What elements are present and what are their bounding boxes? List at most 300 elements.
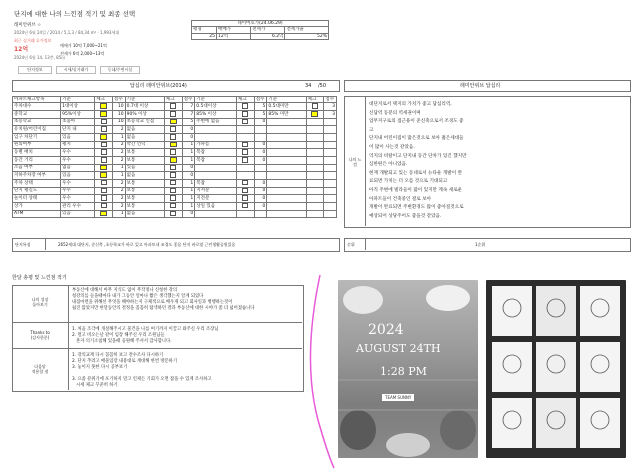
check-cell bbox=[237, 164, 255, 172]
reflection-line: 1. 강의교재 다시 꼼꼼히 보고 전수조사 다시하기 bbox=[72, 353, 164, 358]
cell: 6.2억 bbox=[251, 33, 285, 39]
checklist-cell: 1 bbox=[182, 141, 195, 149]
check-cell bbox=[306, 103, 324, 111]
check-cell bbox=[164, 187, 182, 195]
checklist-header: 점수 bbox=[112, 97, 125, 103]
unchecked-box[interactable] bbox=[242, 188, 248, 194]
pink-curve bbox=[300, 270, 340, 470]
checklist-cell bbox=[267, 134, 306, 142]
checklist-cell bbox=[267, 149, 306, 157]
unchecked-box[interactable] bbox=[101, 119, 107, 125]
checklist-row bbox=[13, 210, 337, 218]
checklist-cell: 보통 bbox=[125, 157, 164, 165]
checklist-cell: 초등학교 bbox=[13, 118, 61, 126]
checklist-cell: 90% 이상 bbox=[125, 111, 164, 119]
checklist-cell bbox=[324, 195, 337, 203]
checklist-cell: 초등학교 인접 bbox=[125, 118, 164, 126]
note-line: 억지의 비탈이고 단지내 동간 단차가 있긴 했지만 bbox=[369, 153, 467, 159]
checked-box[interactable] bbox=[170, 142, 177, 148]
col-header: 평형 bbox=[192, 27, 217, 33]
checklist-cell: ATM bbox=[13, 210, 61, 218]
check-cell bbox=[237, 157, 255, 165]
unchecked-box[interactable] bbox=[242, 142, 248, 148]
checklist-cell: 있음 bbox=[61, 134, 95, 142]
checklist-cell: 주차대수 bbox=[13, 103, 61, 111]
checklist-row bbox=[13, 103, 337, 111]
col-header: 전세가율 bbox=[285, 27, 329, 33]
checklist-cell bbox=[195, 172, 237, 180]
check-cell bbox=[164, 126, 182, 134]
checklist-header: 아파트체크항목 bbox=[13, 97, 61, 103]
checklist-cell: 1 bbox=[182, 202, 195, 210]
character-faces bbox=[486, 280, 626, 458]
checklist-cell: 없음 bbox=[125, 134, 164, 142]
checklist-cell: 2 bbox=[112, 157, 125, 165]
checked-box[interactable] bbox=[100, 172, 107, 178]
checklist-cell: 2 bbox=[112, 187, 125, 195]
checklist-cell bbox=[267, 157, 306, 165]
checklist-cell: 없음 bbox=[125, 210, 164, 218]
checklist-cell: 0 bbox=[254, 202, 267, 210]
check-cell bbox=[164, 164, 182, 172]
check-cell bbox=[95, 103, 113, 111]
unchecked-box[interactable] bbox=[101, 142, 107, 148]
note-line: 예상되어 상당주어도 좋을것 같았음. bbox=[369, 213, 442, 219]
unchecked-box[interactable] bbox=[101, 149, 107, 155]
check-cell bbox=[164, 118, 182, 126]
unchecked-box[interactable] bbox=[242, 111, 248, 117]
checklist-header: 체크 bbox=[95, 97, 113, 103]
reflection-growth-text bbox=[72, 288, 254, 312]
check-cell bbox=[164, 179, 182, 187]
check-cell bbox=[95, 149, 113, 157]
check-cell bbox=[95, 134, 113, 142]
checklist-cell: 있음 bbox=[125, 164, 164, 172]
checklist-cell: 단지 내 bbox=[61, 126, 95, 134]
checklist-header: 기준 bbox=[125, 97, 164, 103]
col-header: 매매가 bbox=[216, 27, 250, 33]
checklist-cell bbox=[254, 210, 267, 218]
checklist-cell bbox=[324, 149, 337, 157]
check-cell bbox=[237, 118, 255, 126]
note-line: 심한편은 아니었음. bbox=[369, 162, 408, 168]
checklist-cell bbox=[195, 134, 237, 142]
checked-box[interactable] bbox=[100, 211, 107, 217]
note-line: 업무지구로의 접근용이 준신축으로서 조경도 좋 bbox=[369, 119, 464, 125]
listing-date: 2024년 6월 14, 13층, 85㎡ bbox=[14, 55, 66, 60]
checklist-cell bbox=[195, 210, 237, 218]
checked-box[interactable] bbox=[100, 103, 107, 109]
checked-box[interactable] bbox=[100, 165, 107, 171]
checklist-header: 점수 bbox=[254, 97, 267, 103]
price-table-caption: 네이버호가(24.06.29) bbox=[192, 21, 329, 27]
checklist-cell: 0 bbox=[182, 210, 195, 218]
checklist-cell: 0.7대 이상 bbox=[125, 103, 164, 111]
checklist-cell: 관리 우수 bbox=[61, 202, 95, 210]
checklist-cell bbox=[267, 164, 306, 172]
group-photo bbox=[338, 280, 478, 458]
unchecked-box[interactable] bbox=[242, 149, 248, 155]
sale-range: 매매가 10억 7,000~21억 bbox=[60, 43, 107, 48]
checklist-row bbox=[13, 164, 337, 172]
checklist-cell: 0 bbox=[254, 187, 267, 195]
unchecked-box[interactable] bbox=[170, 165, 176, 171]
checklist-cell bbox=[267, 172, 306, 180]
unchecked-box[interactable] bbox=[170, 126, 176, 132]
check-cell bbox=[237, 172, 255, 180]
unchecked-box[interactable] bbox=[170, 180, 176, 186]
checklist-cell bbox=[267, 141, 306, 149]
note-line: 현재 개발되고 있는 동네로서 뉴타운 개발이 완 bbox=[369, 170, 463, 176]
check-cell bbox=[164, 149, 182, 157]
unchecked-box[interactable] bbox=[170, 172, 176, 178]
rank-row bbox=[344, 238, 631, 252]
checklist-cell: 2 bbox=[112, 141, 125, 149]
check-cell bbox=[237, 111, 255, 119]
checklist-cell: 0 bbox=[254, 141, 267, 149]
check-cell bbox=[95, 187, 113, 195]
reflection-line: 혼자 의기소침해 있을때 응원해 주셔서 감사합니다. bbox=[72, 339, 172, 344]
unchecked-box[interactable] bbox=[242, 103, 248, 109]
unchecked-box[interactable] bbox=[170, 111, 176, 117]
checklist-cell: 복잡 bbox=[195, 179, 237, 187]
checklist-cell bbox=[267, 210, 306, 218]
check-cell bbox=[95, 118, 113, 126]
tab-neighborhood[interactable]: 동네/주변시설 bbox=[100, 66, 140, 74]
cell: 25 bbox=[192, 33, 217, 39]
checklist-header: 기준 bbox=[195, 97, 237, 103]
unchecked-box[interactable] bbox=[170, 188, 176, 194]
checklist-cell bbox=[324, 210, 337, 218]
checklist-row bbox=[13, 118, 337, 126]
check-cell bbox=[164, 134, 182, 142]
checklist-cell bbox=[324, 202, 337, 210]
checklist-cell: 3 bbox=[324, 111, 337, 119]
checklist-cell: 2 bbox=[112, 149, 125, 157]
checklist-cell bbox=[254, 164, 267, 172]
check-cell bbox=[95, 111, 113, 119]
col-header: 전세가 bbox=[251, 27, 285, 33]
checklist-cell: 보통 bbox=[125, 187, 164, 195]
check-cell bbox=[306, 202, 324, 210]
photo-time: 1:28 PM bbox=[380, 365, 427, 378]
checklist-cell bbox=[267, 118, 306, 126]
checklist-row bbox=[13, 195, 337, 203]
checklist-cell: 우수 bbox=[61, 195, 95, 203]
checklist-cell: 5 bbox=[254, 103, 267, 111]
note-label: 나의 느낌 bbox=[348, 157, 362, 167]
checklist-cell bbox=[324, 118, 337, 126]
checklist-header: 체크 bbox=[306, 97, 324, 103]
check-cell bbox=[164, 141, 182, 149]
unchecked-box[interactable] bbox=[101, 180, 107, 186]
checklist-cell: 0 bbox=[182, 164, 195, 172]
checklist-header: 기준 bbox=[267, 97, 306, 103]
checklist-cell: 0 bbox=[254, 149, 267, 157]
checklist-cell: 지하주차장 여부 bbox=[13, 172, 61, 180]
checklist-cell: 3 bbox=[324, 103, 337, 111]
checklist-cell: 지전분 bbox=[195, 195, 237, 203]
checklist-cell: 1 bbox=[182, 149, 195, 157]
reflection-line: 내집마련을 위해선 무엇을 해야하는지 구체적으로 배우게 되고 회사일과 병행하는것이 bbox=[72, 300, 233, 305]
check-cell bbox=[95, 202, 113, 210]
unchecked-box[interactable] bbox=[242, 119, 248, 125]
checked-box[interactable] bbox=[170, 119, 177, 125]
checklist-cell: 2 bbox=[112, 202, 125, 210]
check-cell bbox=[95, 179, 113, 187]
note-line: 이 많이 사는것 같았음. bbox=[369, 144, 415, 150]
check-cell bbox=[95, 126, 113, 134]
photo-date: AUGUST 24TH bbox=[356, 342, 441, 355]
checklist-cell: 우수 bbox=[61, 179, 95, 187]
complex-name: 래미안위브 ☆ bbox=[14, 23, 42, 28]
checklist-cell: 약간 언덕 bbox=[125, 141, 164, 149]
check-cell bbox=[306, 118, 324, 126]
check-cell bbox=[164, 157, 182, 165]
checklist-cell: 0 bbox=[182, 172, 195, 180]
checklist-cell bbox=[324, 172, 337, 180]
price-value: 12억 bbox=[14, 46, 29, 53]
checklist-cell: 입구 차단기 bbox=[13, 134, 61, 142]
check-cell bbox=[95, 164, 113, 172]
checklist-cell: 85% 이상 bbox=[195, 111, 237, 119]
checklist-row bbox=[13, 149, 337, 157]
checklist-cell: 0.5대미만 bbox=[267, 103, 306, 111]
checklist-cell: 1 bbox=[182, 195, 195, 203]
check-cell bbox=[237, 202, 255, 210]
checklist-cell: 7 bbox=[182, 111, 195, 119]
checklist-cell bbox=[324, 187, 337, 195]
page-title: 단지에 대한 나의 느낀점 적기 및 최종 선택 bbox=[14, 10, 136, 18]
jeonse-range: 전세가 6억 2,000~13억 bbox=[60, 51, 105, 56]
reflection-line: 시세 체크 꾸준히 하기 bbox=[72, 383, 118, 388]
checklist-row bbox=[13, 126, 337, 134]
note-line: 고 bbox=[369, 127, 374, 133]
checklist-row bbox=[13, 141, 337, 149]
unchecked-box[interactable] bbox=[170, 211, 176, 217]
checklist-cell: 0 bbox=[254, 179, 267, 187]
unchecked-box[interactable] bbox=[101, 157, 107, 163]
score-value: 34 bbox=[305, 83, 312, 89]
unchecked-box[interactable] bbox=[101, 203, 107, 209]
checklist-cell: 동별 배치 bbox=[13, 149, 61, 157]
checklist-cell: 2 bbox=[112, 179, 125, 187]
checklist-cell: 상가 bbox=[13, 202, 61, 210]
check-cell bbox=[306, 149, 324, 157]
complex-meta: 2024년 6월 24일 / 2014 / 5,1,3 / 84,34 m² · 1,993세대 bbox=[14, 30, 120, 35]
check-cell bbox=[306, 157, 324, 165]
checklist-cell: 유치원/어린이집 bbox=[13, 126, 61, 134]
score-title: 답십리 래미안위브(2014) bbox=[130, 83, 187, 89]
checked-box[interactable] bbox=[100, 134, 107, 140]
unchecked-box[interactable] bbox=[242, 203, 248, 209]
checklist-cell bbox=[324, 126, 337, 134]
rank-value: 1순위 bbox=[475, 242, 486, 247]
checklist-cell: 있음 bbox=[61, 172, 95, 180]
reflection-line: 부동산에 대해서 아무 지식도 없이 무작정나 신청한 강의 bbox=[72, 288, 178, 293]
cell: 52% bbox=[285, 33, 329, 39]
checklist-row bbox=[13, 134, 337, 142]
reflection-label-next: 다음달 적용할 점 bbox=[31, 364, 49, 374]
checklist-cell: 0.5대이상 bbox=[195, 103, 237, 111]
checklist-cell: 0 bbox=[254, 157, 267, 165]
checklist-cell bbox=[324, 179, 337, 187]
photo-tag: TEAM SUNNY bbox=[382, 394, 414, 401]
checklist-cell: 1 bbox=[112, 134, 125, 142]
checked-box[interactable] bbox=[170, 157, 177, 163]
checklist-header: 기준 bbox=[61, 97, 95, 103]
score-total: /50 bbox=[318, 83, 327, 89]
note-line: 아직 주변에 빌라들이 많이 있지만 계속 새로운 bbox=[369, 187, 463, 193]
checklist-cell bbox=[254, 134, 267, 142]
note-line: 개발이 완료되면 주변환경도 많이 좋아질것으로 bbox=[369, 205, 464, 211]
checklist-cell bbox=[267, 187, 306, 195]
checklist-table bbox=[12, 96, 337, 218]
checklist-cell bbox=[324, 141, 337, 149]
check-cell bbox=[237, 179, 255, 187]
unchecked-box[interactable] bbox=[101, 126, 107, 132]
checklist-cell bbox=[267, 179, 306, 187]
check-cell bbox=[237, 141, 255, 149]
unchecked-box[interactable] bbox=[101, 188, 107, 194]
checklist-cell: 보통 bbox=[125, 195, 164, 203]
unchecked-box[interactable] bbox=[170, 203, 176, 209]
check-cell bbox=[306, 141, 324, 149]
unchecked-box[interactable] bbox=[312, 103, 318, 109]
unchecked-box[interactable] bbox=[170, 134, 176, 140]
unchecked-box[interactable] bbox=[242, 180, 248, 186]
checklist-cell: 5 bbox=[254, 111, 267, 119]
checklist-cell bbox=[195, 126, 237, 134]
checklist-cell: 놀이터 상태 bbox=[13, 195, 61, 203]
checklist-cell: 2 bbox=[112, 126, 125, 134]
note-text bbox=[369, 101, 624, 221]
unchecked-box[interactable] bbox=[170, 195, 176, 201]
reflection-line: 3. 놓이지 못한 다시 공부보기 bbox=[72, 365, 128, 370]
check-cell bbox=[237, 126, 255, 134]
reflection-line: 청강의를 들을때마다 내가 그동안 얼마나 짧은 생각했는지 알게 되었다 bbox=[72, 294, 204, 299]
note-line: 단지내 어린이집이 많은것으로 보아 젊은세대들 bbox=[369, 136, 464, 142]
checklist-cell bbox=[267, 126, 306, 134]
reflection-label-growth: 나의 성장 돌아보기 bbox=[31, 297, 49, 307]
check-cell bbox=[306, 126, 324, 134]
check-cell bbox=[237, 103, 255, 111]
reflection-label-thanks: Thanks to (감사한분) bbox=[30, 330, 50, 340]
check-cell bbox=[306, 187, 324, 195]
checklist-cell: 없음 bbox=[125, 126, 164, 134]
check-cell bbox=[95, 210, 113, 218]
checklist-cell: 단지 평길도 bbox=[13, 187, 61, 195]
checklist-cell: 지저분 bbox=[195, 187, 237, 195]
check-cell bbox=[306, 210, 324, 218]
checklist-header: 체크 bbox=[164, 97, 182, 103]
tab-complex-info[interactable]: 단지정보 bbox=[18, 66, 52, 74]
check-cell bbox=[164, 202, 182, 210]
check-cell bbox=[95, 172, 113, 180]
rank-label: 순위 bbox=[347, 242, 355, 247]
note-line: 료되면 가치는 더 오를 것으로 기대되고 bbox=[369, 179, 448, 185]
feature-label: 단지특징 bbox=[15, 242, 31, 247]
checklist-cell: 10 bbox=[112, 118, 125, 126]
checklist-cell bbox=[254, 126, 267, 134]
reflection-title: 한달 총평 및 느낀점 적기 bbox=[12, 275, 67, 281]
checked-box[interactable] bbox=[311, 111, 318, 117]
checklist-cell: 7 bbox=[182, 103, 195, 111]
check-cell bbox=[306, 134, 324, 142]
checklist-cell: 주변에 없음 bbox=[195, 118, 237, 126]
unchecked-box[interactable] bbox=[242, 195, 248, 201]
unchecked-box[interactable] bbox=[170, 103, 176, 109]
check-cell bbox=[237, 134, 255, 142]
check-cell bbox=[306, 164, 324, 172]
checklist-cell bbox=[324, 157, 337, 165]
checklist-row bbox=[13, 187, 337, 195]
checklist-cell: 1 bbox=[112, 172, 125, 180]
checklist-cell: 1대이상 bbox=[61, 103, 95, 111]
checklist-row bbox=[13, 157, 337, 165]
checklist-row bbox=[13, 179, 337, 187]
check-cell bbox=[237, 149, 255, 157]
reflection-line: 2. 단지 추려고 매물임장 내용대로 계대해 한번 방문하기 bbox=[72, 359, 177, 364]
checklist-cell: 보통 bbox=[125, 179, 164, 187]
checklist-cell: 우수 bbox=[61, 149, 95, 157]
note-line: 아파트들이 건축중인 걸로 보아 bbox=[369, 196, 432, 202]
check-cell bbox=[306, 172, 324, 180]
recent-price-label: 최근 실거래 호가정보 bbox=[14, 38, 52, 43]
checklist-cell: 0 bbox=[254, 118, 267, 126]
reflection-next-text bbox=[72, 353, 212, 389]
check-cell bbox=[164, 210, 182, 218]
checklist-cell bbox=[254, 172, 267, 180]
cell: 12억 bbox=[216, 33, 250, 39]
note-line: 신답역 동분의 역세권이며 bbox=[369, 110, 421, 116]
reflection-line: 쉽진 않았지만 한달동안의 결정을 꼼꼼히 탐색하던 결과 부동산에 대한 시야가 좀 더 넓어졌습니다 bbox=[72, 306, 255, 311]
check-cell bbox=[306, 179, 324, 187]
unchecked-box[interactable] bbox=[242, 157, 248, 163]
reflection-line: 2. 멀고 비오는날 같이 임장 해주신 우리 조원님들 bbox=[72, 333, 165, 338]
checklist-cell: 보통 bbox=[125, 149, 164, 157]
checklist-cell: 보통 bbox=[125, 202, 164, 210]
checklist-cell: 없음 bbox=[125, 172, 164, 180]
tab-price[interactable]: 시세/실거래가 bbox=[56, 66, 96, 74]
check-cell bbox=[164, 195, 182, 203]
checklist-cell: 1 bbox=[182, 157, 195, 165]
checked-box[interactable] bbox=[100, 111, 107, 117]
checklist-cell: 5 bbox=[182, 118, 195, 126]
unchecked-box[interactable] bbox=[170, 149, 176, 155]
checklist-cell: 평지 bbox=[61, 141, 95, 149]
checklist-cell: 복잡 bbox=[195, 157, 237, 165]
feature-text: 2652세대 대단지, 준신축 ,초등학교가 바로 있고 아파트내 조경도 좋음 단지 바로옆 근린생활공원있음 bbox=[58, 242, 236, 247]
checklist-cell: 1 bbox=[112, 210, 125, 218]
character-grid-photo bbox=[486, 280, 626, 458]
check-cell bbox=[237, 195, 255, 203]
check-cell bbox=[164, 111, 182, 119]
check-cell bbox=[95, 157, 113, 165]
checklist-cell bbox=[267, 202, 306, 210]
checklist-cell: 95%이상 bbox=[61, 111, 95, 119]
checklist-cell bbox=[267, 195, 306, 203]
checklist-cell: 있음 bbox=[61, 210, 95, 218]
unchecked-box[interactable] bbox=[101, 195, 107, 201]
check-cell bbox=[306, 195, 324, 203]
checklist-cell: 편의여부 bbox=[13, 141, 61, 149]
checklist-cell: 가파름 bbox=[195, 141, 237, 149]
checklist-cell: 초품아 bbox=[61, 118, 95, 126]
checklist-cell: 주차 상태 bbox=[13, 179, 61, 187]
checklist-cell: 1 bbox=[112, 164, 125, 172]
checklist-cell: 소음 여부 bbox=[13, 164, 61, 172]
